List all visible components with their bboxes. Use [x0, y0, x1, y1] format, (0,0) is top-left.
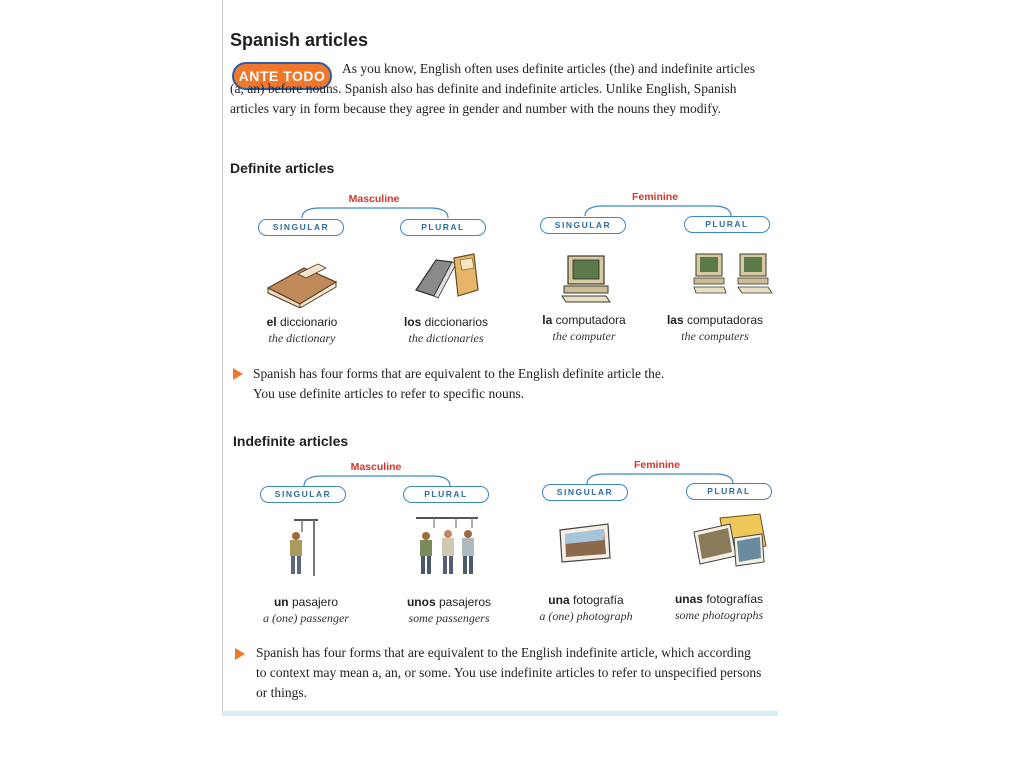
dictionaries-illustration	[412, 252, 484, 302]
definite-note	[253, 364, 773, 404]
page-bottom-band	[222, 711, 778, 716]
definite-item-0	[232, 315, 372, 346]
definite-note-line1: Spanish has four forms that are equivalent to the English definite article the.	[253, 366, 665, 381]
english-translation: a (one) photograph	[539, 609, 633, 623]
english-translation: the computer	[552, 329, 616, 343]
computers-illustration	[692, 252, 776, 298]
indefinite-fem-singular-pill: SINGULAR	[542, 484, 628, 501]
indefinite-masc-plural-pill: PLURAL	[403, 486, 489, 503]
article: las	[666, 313, 684, 327]
english-translation: some photographs	[674, 608, 764, 622]
intro-paragraph: As you know, English often uses definite articles (the) and indefinite articles (a, an) before nouns. Spanish also has definite and indefinite articles. Unlike English, Spanish articles vary in form because they agree in gender and number with the nouns they modify.	[230, 61, 756, 116]
computer-illustration	[560, 254, 612, 304]
english-translation: some passengers	[408, 611, 490, 625]
ante-todo-badge: ANTE TODO	[232, 62, 332, 90]
definite-masc-singular-pill: SINGULAR	[258, 219, 344, 236]
english-translation: a (one) passenger	[263, 611, 349, 625]
noun: diccionario	[279, 315, 338, 329]
passenger-illustration	[282, 516, 324, 578]
article: unas	[674, 592, 703, 606]
photographs-illustration	[690, 512, 770, 568]
noun: computadora	[555, 313, 626, 327]
definite-masculine-label: Masculine	[348, 193, 400, 205]
dictionary-illustration	[264, 252, 340, 308]
definite-masculine-brace	[300, 204, 450, 220]
indefinite-note: Spanish has four forms that are equivalent to the English indefinite article, which according to context may mean a, an, or some. You use indefinite articles to refer to unspecified persons or things.	[256, 645, 762, 700]
note-arrow-icon	[235, 648, 245, 660]
definite-fem-singular-pill: SINGULAR	[540, 217, 626, 234]
definite-feminine-label: Feminine	[631, 191, 679, 203]
article: unos	[406, 595, 436, 609]
indefinite-fem-plural-pill: PLURAL	[686, 483, 772, 500]
definite-heading: Definite articles	[230, 160, 335, 176]
article: los	[403, 315, 422, 329]
english-translation: the dictionary	[268, 331, 336, 345]
passengers-illustration	[412, 514, 482, 576]
noun: diccionarios	[424, 315, 489, 329]
indefinite-item-3	[660, 592, 778, 623]
article: la	[542, 313, 553, 327]
noun: fotografías	[706, 592, 764, 606]
definite-note-line2: You use definite articles to refer to specific nouns.	[253, 386, 525, 401]
definite-item-1	[376, 315, 516, 346]
indefinite-masculine-label: Masculine	[350, 461, 402, 473]
note-arrow-icon	[233, 368, 243, 380]
article: el	[266, 315, 277, 329]
indefinite-feminine-label: Feminine	[633, 459, 681, 471]
article: un	[273, 595, 289, 609]
definite-masc-plural-pill: PLURAL	[400, 219, 486, 236]
noun: computadoras	[686, 313, 764, 327]
indefinite-item-1	[379, 595, 519, 626]
article: una	[548, 593, 570, 607]
noun: pasajeros	[438, 595, 492, 609]
indefinite-item-0	[236, 595, 376, 626]
noun: pasajero	[291, 595, 339, 609]
definite-fem-plural-pill: PLURAL	[684, 216, 770, 233]
definite-item-2	[514, 313, 654, 344]
indefinite-item-2	[516, 593, 656, 624]
page-title: Spanish articles	[230, 30, 369, 50]
definite-item-3	[656, 313, 774, 344]
noun: fotografía	[572, 593, 624, 607]
indefinite-heading: Indefinite articles	[233, 433, 349, 449]
photograph-illustration	[556, 522, 612, 564]
indefinite-masc-singular-pill: SINGULAR	[260, 486, 346, 503]
english-translation: the dictionaries	[408, 331, 484, 345]
english-translation: the computers	[681, 329, 749, 343]
